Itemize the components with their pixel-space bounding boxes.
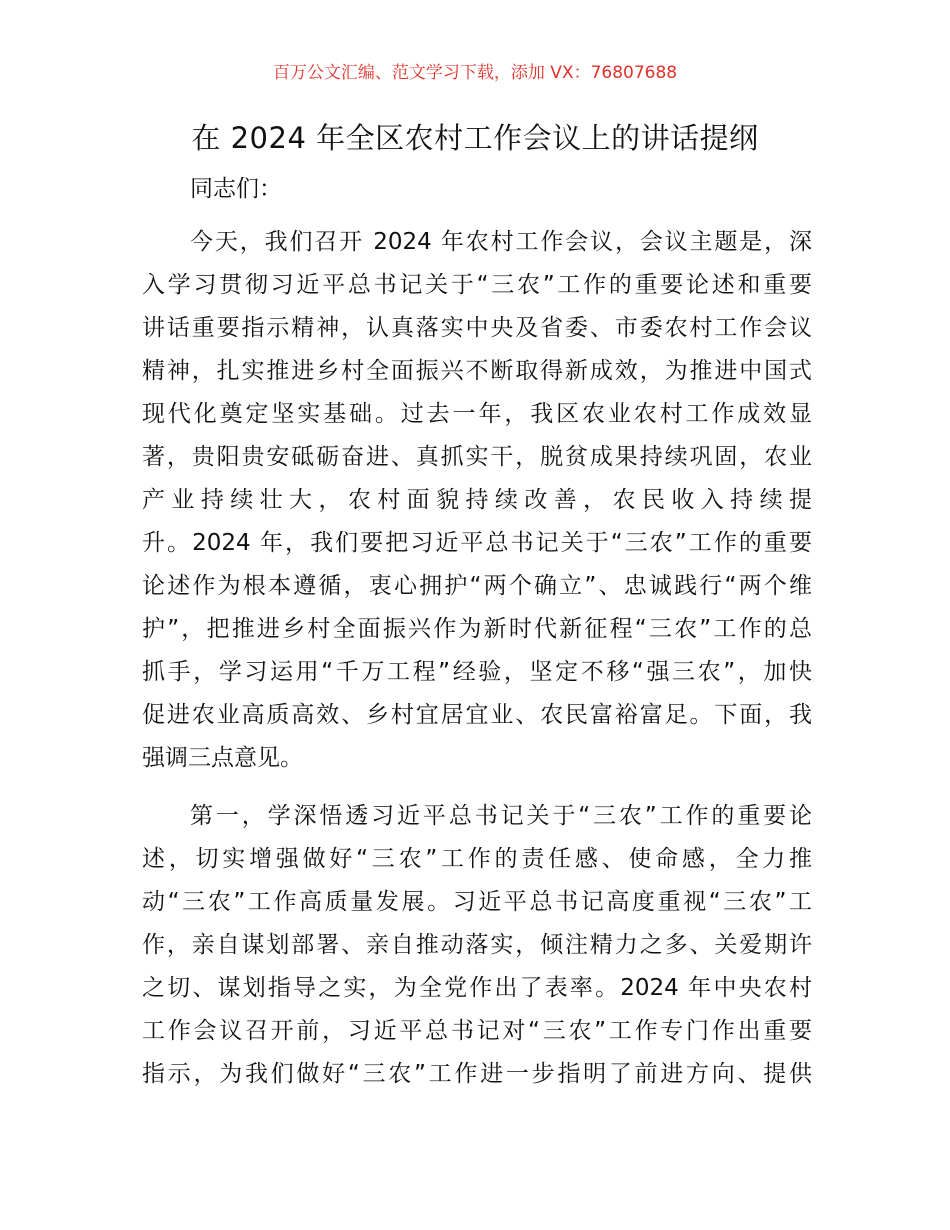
paragraph-line: 促进农业高质高效、乡村宜居宜业、农民富裕富足。下面，我 xyxy=(142,702,812,728)
paragraph-line: 讲话重要指示精神，认真落实中央及省委、市委农村工作会议 xyxy=(142,315,812,341)
paragraph-line: 第一，学深悟透习近平总书记关于“三农”工作的重要论 xyxy=(190,803,812,829)
paragraph-line: 产业持续壮大，农村面貌持续改善，农民收入持续提 xyxy=(142,487,812,513)
greeting: 同志们： xyxy=(190,176,282,202)
paragraph-line: 动“三农”工作高质量发展。习近平总书记高度重视“三农”工 xyxy=(142,889,812,915)
paragraph-line: 护”，把推进乡村全面振兴作为新时代新征程“三农”工作的总 xyxy=(142,616,812,642)
paragraph-line: 现代化奠定坚实基础。过去一年，我区农业农村工作成效显 xyxy=(142,401,812,427)
paragraph-line: 论述作为根本遵循，衷心拥护“两个确立”、忠诚践行“两个维 xyxy=(142,573,812,599)
paragraph-line: 入学习贯彻习近平总书记关于“三农”工作的重要论述和重要 xyxy=(142,272,812,298)
paragraph-line: 作，亲自谋划部署、亲自推动落实，倾注精力之多、关爱期许 xyxy=(142,932,812,958)
paragraph-line: 今天，我们召开 2024 年农村工作会议，会议主题是，深 xyxy=(190,229,812,255)
paragraph-line: 指示，为我们做好“三农”工作进一步指明了前进方向、提供 xyxy=(142,1061,812,1087)
paragraph-line: 强调三点意见。 xyxy=(142,745,303,771)
watermark-header: 百万公文汇编、范文学习下载，添加 VX：76807688 xyxy=(272,63,678,83)
paragraph-line: 著，贵阳贵安砥砺奋进、真抓实干，脱贫成果持续巩固，农业 xyxy=(142,444,812,470)
paragraph-line: 精神，扎实推进乡村全面振兴不断取得新成效，为推进中国式 xyxy=(142,358,812,384)
paragraph-line: 工作会议召开前，习近平总书记对“三农”工作专门作出重要 xyxy=(142,1018,812,1044)
paragraph-line: 升。2024 年，我们要把习近平总书记关于“三农”工作的重要 xyxy=(142,530,812,556)
paragraph-line: 之切、谋划指导之实，为全党作出了表率。2024 年中央农村 xyxy=(142,975,812,1001)
document-title: 在 2024 年全区农村工作会议上的讲话提纲 xyxy=(191,121,759,155)
paragraph-line: 述，切实增强做好“三农”工作的责任感、使命感，全力推 xyxy=(142,846,812,872)
paragraph-line: 抓手，学习运用“千万工程”经验，坚定不移“强三农”，加快 xyxy=(142,659,812,685)
